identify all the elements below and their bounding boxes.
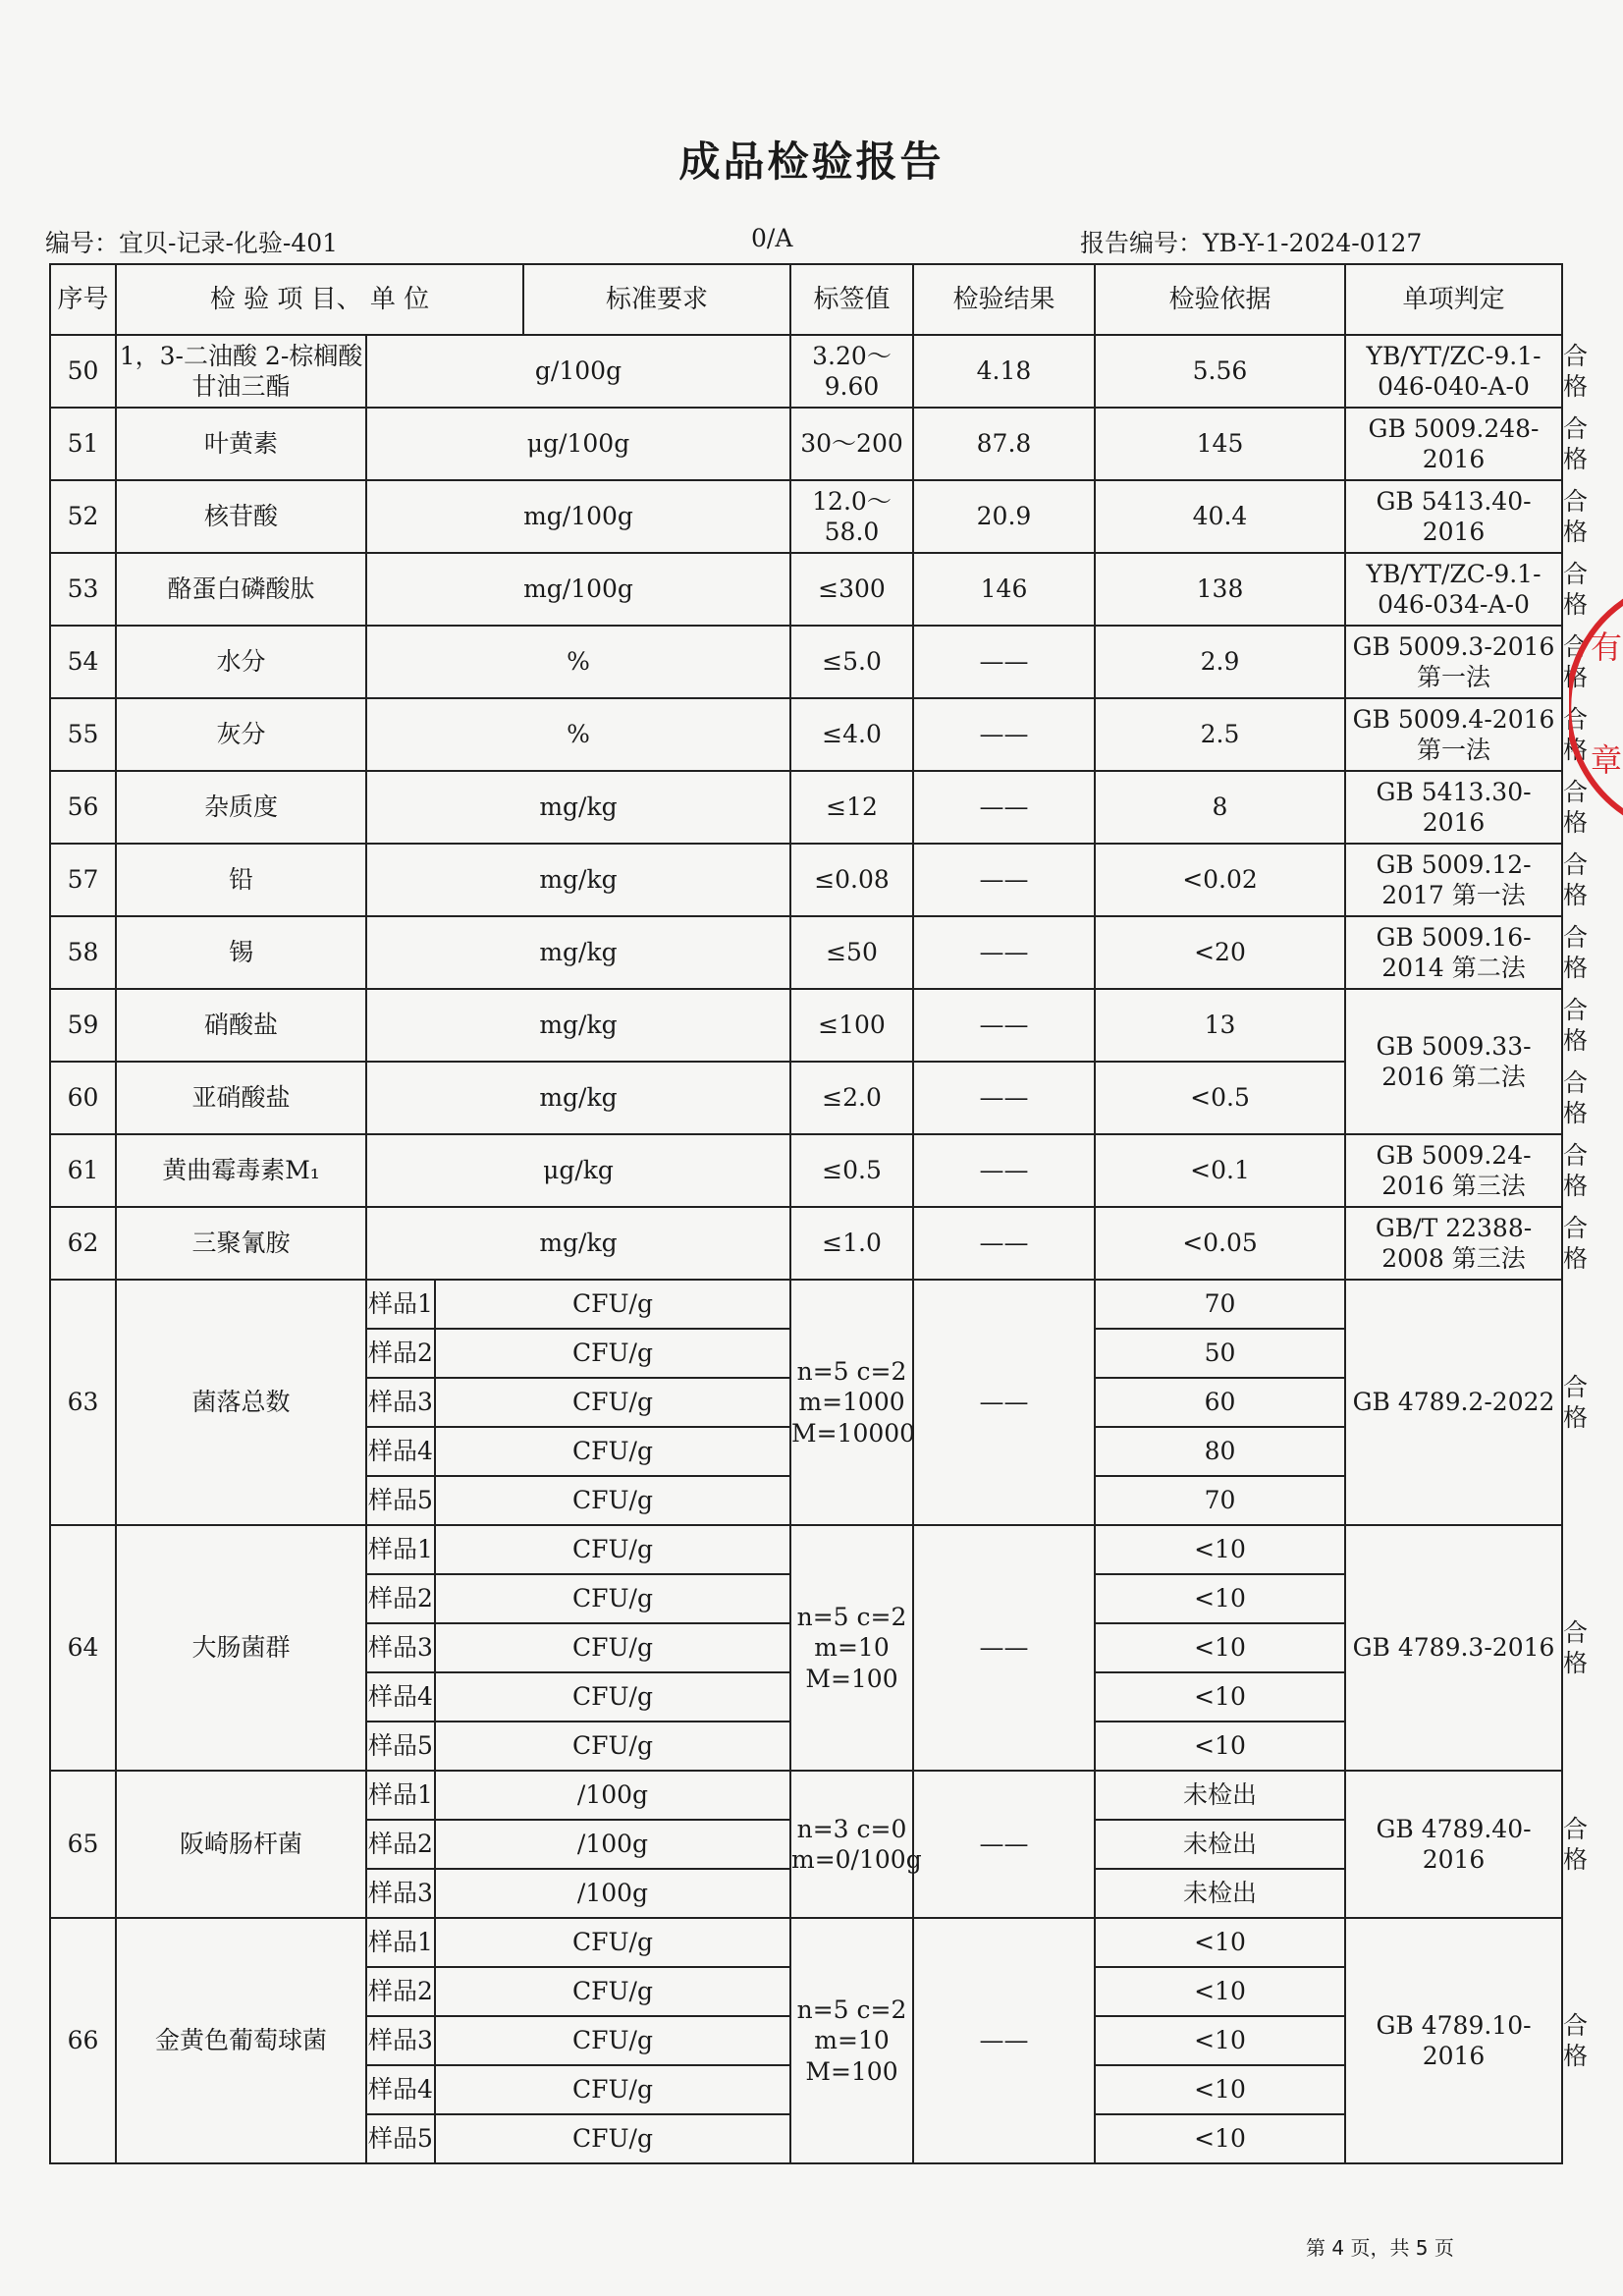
sample-name: 样品4: [366, 2065, 435, 2114]
sample-name: 样品1: [366, 1525, 435, 1574]
label-value: ——: [913, 1771, 1095, 1918]
page-number: 第 4 页，共 5 页: [1306, 2236, 1454, 2260]
test-result: 13: [1095, 989, 1345, 1062]
seal-char-1: 有: [1591, 629, 1623, 666]
test-basis: GB 5009.248-2016: [1345, 408, 1562, 480]
row-number: 60: [50, 1062, 116, 1134]
standard-requirement: ≤50: [790, 916, 913, 989]
sample-unit: CFU/g: [435, 1623, 790, 1672]
col-header-item: 检 验 项 目、 单 位: [116, 264, 523, 335]
test-basis: YB/YT/ZC-9.1-046-040-A-0: [1345, 335, 1562, 408]
table-row: 51 叶黄素 μg/100g 30～200 87.8 145 GB 5009.248-2016 合格: [50, 408, 1562, 480]
sample-unit: CFU/g: [435, 1967, 790, 2016]
sample-result: 80: [1095, 1427, 1345, 1476]
sample-unit: /100g: [435, 1820, 790, 1869]
test-result: <0.02: [1095, 844, 1345, 916]
sample-result: <10: [1095, 2114, 1345, 2163]
standard-requirement: ≤100: [790, 989, 913, 1062]
sample-name: 样品3: [366, 1623, 435, 1672]
standard-requirement: 30～200: [790, 408, 913, 480]
sample-result: <10: [1095, 1672, 1345, 1722]
report-title: 成品检验报告: [678, 137, 945, 186]
sample-unit: CFU/g: [435, 1525, 790, 1574]
label-value: ——: [913, 1918, 1095, 2163]
col-header-verdict: 单项判定: [1345, 264, 1562, 335]
sample-unit: CFU/g: [435, 1722, 790, 1771]
sample-name: 样品3: [366, 2016, 435, 2065]
test-result: 2.9: [1095, 626, 1345, 698]
unit: mg/kg: [366, 771, 790, 844]
test-basis: GB 4789.3-2016: [1345, 1525, 1562, 1771]
label-value: 20.9: [913, 480, 1095, 553]
label-value: ——: [913, 1280, 1095, 1525]
sample-unit: CFU/g: [435, 1672, 790, 1722]
label-value: ——: [913, 771, 1095, 844]
sample-result: <10: [1095, 2065, 1345, 2114]
test-item: 灰分: [116, 698, 366, 771]
test-item: 叶黄素: [116, 408, 366, 480]
sample-unit: CFU/g: [435, 2114, 790, 2163]
test-basis: GB 4789.10-2016: [1345, 1918, 1562, 2163]
sample-name: 样品2: [366, 1574, 435, 1623]
sample-name: 样品3: [366, 1378, 435, 1427]
standard-requirement: 12.0～58.0: [790, 480, 913, 553]
test-result: 138: [1095, 553, 1345, 626]
test-basis: GB/T 22388-2008 第三法: [1345, 1207, 1562, 1280]
standard-requirement: ≤5.0: [790, 626, 913, 698]
table-header-row: [50, 264, 1562, 335]
label-value: ——: [913, 1207, 1095, 1280]
record-code: 编号：宜贝-记录-化验-401: [45, 229, 339, 257]
row-number: 66: [50, 1918, 116, 2163]
row-number: 54: [50, 626, 116, 698]
table-body: [50, 335, 1589, 2163]
unit: mg/kg: [366, 1207, 790, 1280]
test-item: 酪蛋白磷酸肽: [116, 553, 366, 626]
col-header-label: 标签值: [790, 264, 913, 335]
test-item: 1，3-二油酸 2-棕榈酸甘油三酯: [116, 335, 366, 408]
table-row: 50 1，3-二油酸 2-棕榈酸甘油三酯 g/100g 3.20～9.60 4.18 5.56 YB/YT/ZC-9.1-046-040-A-0 合格: [50, 335, 1562, 408]
unit: g/100g: [366, 335, 790, 408]
sample-name: 样品3: [366, 1869, 435, 1918]
label-value: ——: [913, 626, 1095, 698]
sample-name: 样品2: [366, 1329, 435, 1378]
sample-name: 样品1: [366, 1918, 435, 1967]
test-basis: GB 5009.24-2016 第三法: [1345, 1134, 1562, 1207]
sample-result: 70: [1095, 1280, 1345, 1329]
row-number: 52: [50, 480, 116, 553]
table-row: 55 灰分 % ≤4.0 —— 2.5 GB 5009.4-2016 第一法 合格: [50, 698, 1562, 771]
sample-result: 50: [1095, 1329, 1345, 1378]
standard-requirement: ≤2.0: [790, 1062, 913, 1134]
sample-row: 64 大肠菌群 样品1 CFU/g n=5 c=2 m=10 M=100 —— <10 GB 4789.3-2016 合格: [50, 1525, 1562, 1574]
row-number: 65: [50, 1771, 116, 1918]
inspection-table: [49, 263, 1589, 2164]
test-basis: GB 5413.30-2016: [1345, 771, 1562, 844]
sample-name: 样品4: [366, 1427, 435, 1476]
sample-result: 60: [1095, 1378, 1345, 1427]
standard-requirement: n=5 c=2 m=10 M=100: [790, 1525, 913, 1771]
sample-name: 样品5: [366, 2114, 435, 2163]
sample-result: <10: [1095, 1918, 1345, 1967]
sample-row: 63 菌落总数 样品1 CFU/g n=5 c=2 m=1000 M=10000 —— 70 GB 4789.2-2022 合格: [50, 1280, 1562, 1329]
unit: %: [366, 626, 790, 698]
sample-name: 样品5: [366, 1722, 435, 1771]
col-header-standard: 标准要求: [523, 264, 790, 335]
test-item: 亚硝酸盐: [116, 1062, 366, 1134]
report-number: 报告编号：YB-Y-1-2024-0127: [1080, 229, 1423, 257]
test-item: 阪崎肠杆菌: [116, 1771, 366, 1918]
label-value: ——: [913, 989, 1095, 1062]
standard-requirement: n=5 c=2 m=1000 M=10000: [790, 1280, 913, 1525]
test-basis: GB 5009.3-2016 第一法: [1345, 626, 1562, 698]
row-number: 58: [50, 916, 116, 989]
standard-requirement: n=5 c=2 m=10 M=100: [790, 1918, 913, 2163]
sample-name: 样品1: [366, 1280, 435, 1329]
sample-name: 样品4: [366, 1672, 435, 1722]
label-value: 146: [913, 553, 1095, 626]
label-value: ——: [913, 1134, 1095, 1207]
sample-unit: CFU/g: [435, 1918, 790, 1967]
col-header-no: 序号: [50, 264, 116, 335]
unit: mg/kg: [366, 916, 790, 989]
test-basis: GB 5413.40-2016: [1345, 480, 1562, 553]
col-header-result: 检验结果: [913, 264, 1095, 335]
sample-result: <10: [1095, 1574, 1345, 1623]
row-number: 50: [50, 335, 116, 408]
label-value: ——: [913, 698, 1095, 771]
test-item: 水分: [116, 626, 366, 698]
row-number: 62: [50, 1207, 116, 1280]
test-basis: GB 4789.2-2022: [1345, 1280, 1562, 1525]
label-value: ——: [913, 844, 1095, 916]
test-basis: GB 5009.33-2016 第二法: [1345, 989, 1562, 1134]
table-row: 58 锡 mg/kg ≤50 —— <20 GB 5009.16-2014 第二法 合格: [50, 916, 1562, 989]
standard-requirement: ≤12: [790, 771, 913, 844]
table-row: 52 核苷酸 mg/100g 12.0～58.0 20.9 40.4 GB 5413.40-2016 合格: [50, 480, 1562, 553]
row-number: 64: [50, 1525, 116, 1771]
test-basis: GB 4789.40-2016: [1345, 1771, 1562, 1918]
test-item: 金黄色葡萄球菌: [116, 1918, 366, 2163]
standard-requirement: ≤0.5: [790, 1134, 913, 1207]
sample-row: 65 阪崎肠杆菌 样品1 /100g n=3 c=0 m=0/100g —— 未检出 GB 4789.40-2016 合格: [50, 1771, 1562, 1820]
sample-result: 70: [1095, 1476, 1345, 1525]
unit: mg/kg: [366, 1062, 790, 1134]
sample-unit: CFU/g: [435, 1329, 790, 1378]
sample-name: 样品2: [366, 1820, 435, 1869]
row-number: 57: [50, 844, 116, 916]
standard-requirement: 3.20～9.60: [790, 335, 913, 408]
sample-unit: CFU/g: [435, 1280, 790, 1329]
sample-unit: /100g: [435, 1771, 790, 1820]
sample-result: 未检出: [1095, 1771, 1345, 1820]
table-row: 53 酪蛋白磷酸肽 mg/100g ≤300 146 138 YB/YT/ZC-9.1-046-034-A-0 合格: [50, 553, 1562, 626]
label-value: ——: [913, 1525, 1095, 1771]
unit: mg/100g: [366, 480, 790, 553]
row-number: 59: [50, 989, 116, 1062]
unit: %: [366, 698, 790, 771]
sample-name: 样品1: [366, 1771, 435, 1820]
seal-char-2: 章: [1591, 741, 1623, 779]
test-item: 铅: [116, 844, 366, 916]
table-row: 54 水分 % ≤5.0 —— 2.9 GB 5009.3-2016 第一法 合格: [50, 626, 1562, 698]
sample-name: 样品2: [366, 1967, 435, 2016]
table-row: 57 铅 mg/kg ≤0.08 —— <0.02 GB 5009.12-2017 第一法 合格: [50, 844, 1562, 916]
sample-name: 样品5: [366, 1476, 435, 1525]
test-basis: GB 5009.4-2016 第一法: [1345, 698, 1562, 771]
test-basis: GB 5009.12-2017 第一法: [1345, 844, 1562, 916]
test-item: 核苷酸: [116, 480, 366, 553]
label-value: ——: [913, 1062, 1095, 1134]
label-value: 87.8: [913, 408, 1095, 480]
col-header-basis: 检验依据: [1095, 264, 1345, 335]
test-basis: YB/YT/ZC-9.1-046-034-A-0: [1345, 553, 1562, 626]
sample-unit: CFU/g: [435, 1378, 790, 1427]
row-number: 56: [50, 771, 116, 844]
standard-requirement: n=3 c=0 m=0/100g: [790, 1771, 913, 1918]
test-result: 8: [1095, 771, 1345, 844]
table-row: 59 硝酸盐 mg/kg ≤100 —— 13 GB 5009.33-2016 第二法 合格: [50, 989, 1562, 1062]
test-item: 黄曲霉毒素M₁: [116, 1134, 366, 1207]
label-value: 4.18: [913, 335, 1095, 408]
test-result: 40.4: [1095, 480, 1345, 553]
row-number: 55: [50, 698, 116, 771]
test-item: 锡: [116, 916, 366, 989]
test-result: 2.5: [1095, 698, 1345, 771]
sample-result: <10: [1095, 2016, 1345, 2065]
version-label: 0/A: [751, 224, 793, 252]
test-result: 145: [1095, 408, 1345, 480]
unit: mg/kg: [366, 989, 790, 1062]
unit: mg/100g: [366, 553, 790, 626]
test-result: <0.1: [1095, 1134, 1345, 1207]
row-number: 61: [50, 1134, 116, 1207]
sample-result: <10: [1095, 1623, 1345, 1672]
unit: μg/100g: [366, 408, 790, 480]
test-item: 杂质度: [116, 771, 366, 844]
table-row: 60 亚硝酸盐 mg/kg ≤2.0 —— <0.5 合格: [50, 1062, 1562, 1134]
sample-result: <10: [1095, 1967, 1345, 2016]
table-row: 62 三聚氰胺 mg/kg ≤1.0 —— <0.05 GB/T 22388-2008 第三法 合格: [50, 1207, 1562, 1280]
test-result: <20: [1095, 916, 1345, 989]
label-value: ——: [913, 916, 1095, 989]
test-result: <0.5: [1095, 1062, 1345, 1134]
standard-requirement: ≤4.0: [790, 698, 913, 771]
row-number: 53: [50, 553, 116, 626]
standard-requirement: ≤1.0: [790, 1207, 913, 1280]
test-result: 5.56: [1095, 335, 1345, 408]
table-row: 61 黄曲霉毒素M₁ μg/kg ≤0.5 —— <0.1 GB 5009.24-2016 第三法 合格: [50, 1134, 1562, 1207]
red-seal-fragment: [1569, 589, 1623, 825]
test-item: 大肠菌群: [116, 1525, 366, 1771]
sample-unit: /100g: [435, 1869, 790, 1918]
test-basis: GB 5009.16-2014 第二法: [1345, 916, 1562, 989]
standard-requirement: ≤300: [790, 553, 913, 626]
sample-unit: CFU/g: [435, 2065, 790, 2114]
standard-requirement: ≤0.08: [790, 844, 913, 916]
table-row: 56 杂质度 mg/kg ≤12 —— 8 GB 5413.30-2016 合格: [50, 771, 1562, 844]
sample-unit: CFU/g: [435, 2016, 790, 2065]
unit: μg/kg: [366, 1134, 790, 1207]
unit: mg/kg: [366, 844, 790, 916]
sample-result: 未检出: [1095, 1869, 1345, 1918]
sample-unit: CFU/g: [435, 1427, 790, 1476]
test-item: 硝酸盐: [116, 989, 366, 1062]
test-result: <0.05: [1095, 1207, 1345, 1280]
sample-result: <10: [1095, 1525, 1345, 1574]
row-number: 63: [50, 1280, 116, 1525]
sample-row: 66 金黄色葡萄球菌 样品1 CFU/g n=5 c=2 m=10 M=100 —— <10 GB 4789.10-2016 合格: [50, 1918, 1562, 1967]
test-item: 菌落总数: [116, 1280, 366, 1525]
sample-unit: CFU/g: [435, 1476, 790, 1525]
sample-result: <10: [1095, 1722, 1345, 1771]
row-number: 51: [50, 408, 116, 480]
sample-result: 未检出: [1095, 1820, 1345, 1869]
test-item: 三聚氰胺: [116, 1207, 366, 1280]
sample-unit: CFU/g: [435, 1574, 790, 1623]
